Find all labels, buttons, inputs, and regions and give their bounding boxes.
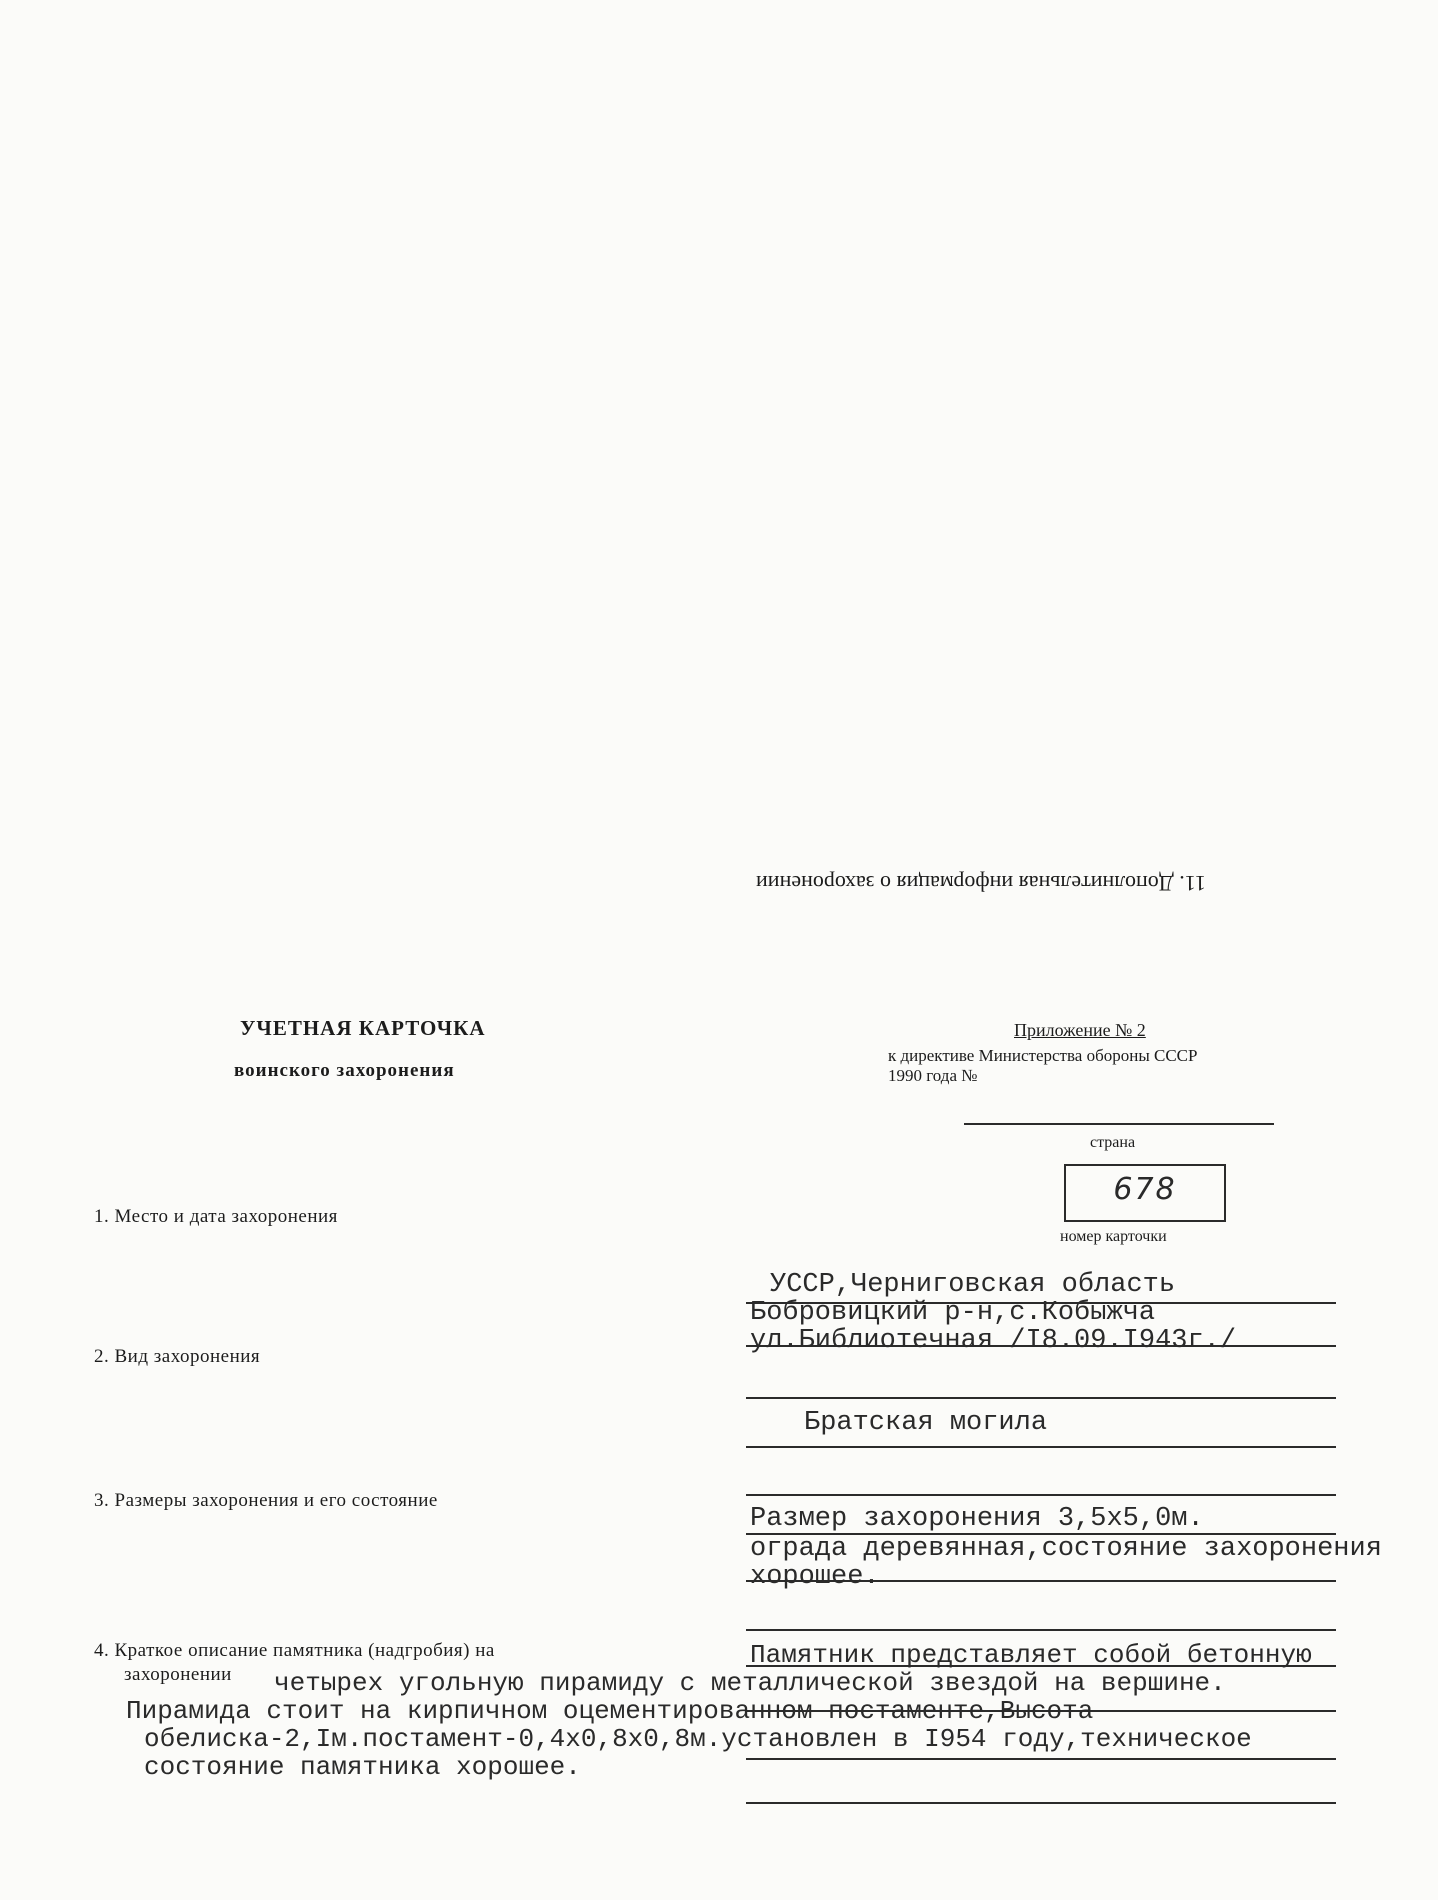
- size-line-3: [746, 1629, 1336, 1631]
- upside-down-note-text: 11. Дополнительная информация о захоронении: [756, 871, 1206, 896]
- size-text-2: ограда деревянная,состояние захоронения: [750, 1534, 1382, 1564]
- card-number-line: [1064, 1220, 1224, 1222]
- place-text-3: ул.Библиотечная /I8.09.I943г./: [750, 1326, 1237, 1356]
- appendix-year: 1990 года №: [888, 1066, 978, 1085]
- place-text-1: УССР,Черниговская область: [770, 1270, 1176, 1300]
- place-line-3: [746, 1397, 1336, 1399]
- type-label: 2. Вид захоронения: [94, 1346, 261, 1367]
- type-value: Братская могила: [804, 1408, 1048, 1438]
- monument-line-3: [746, 1758, 1336, 1760]
- appendix-label: Приложение № 2: [1014, 1020, 1146, 1040]
- type-line-1: [746, 1446, 1336, 1448]
- monument-label-2: захоронении: [124, 1664, 232, 1685]
- place-label: 1. Место и дата захоронения: [94, 1206, 338, 1227]
- monument-text-5: состояние памятника хорошее.: [144, 1752, 581, 1782]
- size-text-1: Размер захоронения 3,5х5,0м.: [750, 1504, 1204, 1534]
- size-text-3: хорошее.: [750, 1562, 880, 1592]
- card-number-value: 678: [1113, 1172, 1177, 1207]
- country-line: [964, 1123, 1274, 1125]
- monument-label-1: 4. Краткое описание памятника (надгробия) на: [94, 1640, 495, 1661]
- card-number-box: [1064, 1164, 1226, 1222]
- monument-text-1: Памятник представляет собой бетонную: [750, 1640, 1312, 1670]
- card-title: УЧЕТНАЯ КАРТОЧКА: [240, 1016, 486, 1040]
- type-line-2: [746, 1494, 1336, 1496]
- place-text-2: Бобровицкий р-н,с.Кобыжча: [750, 1298, 1156, 1328]
- monument-text-3: Пирамида стоит на кирпичном оцементированном постаменте,Высота: [126, 1696, 1094, 1726]
- monument-text-4: обелиска-2,Iм.постамент-0,4х0,8х0,8м.установлен в I954 году,техническое: [144, 1724, 1252, 1754]
- card-number-caption: номер карточки: [1060, 1228, 1167, 1245]
- size-label: 3. Размеры захоронения и его состояние: [94, 1490, 438, 1511]
- country-caption: страна: [1090, 1134, 1136, 1151]
- appendix-directive: к директиве Министерства обороны СССР: [888, 1046, 1198, 1065]
- monument-line-4: [746, 1802, 1336, 1804]
- upside-down-note: [756, 870, 1206, 896]
- card-subtitle: воинского захоронения: [234, 1060, 455, 1081]
- monument-text-2: четырех угольную пирамиду с металлической звездой на вершине.: [274, 1668, 1226, 1698]
